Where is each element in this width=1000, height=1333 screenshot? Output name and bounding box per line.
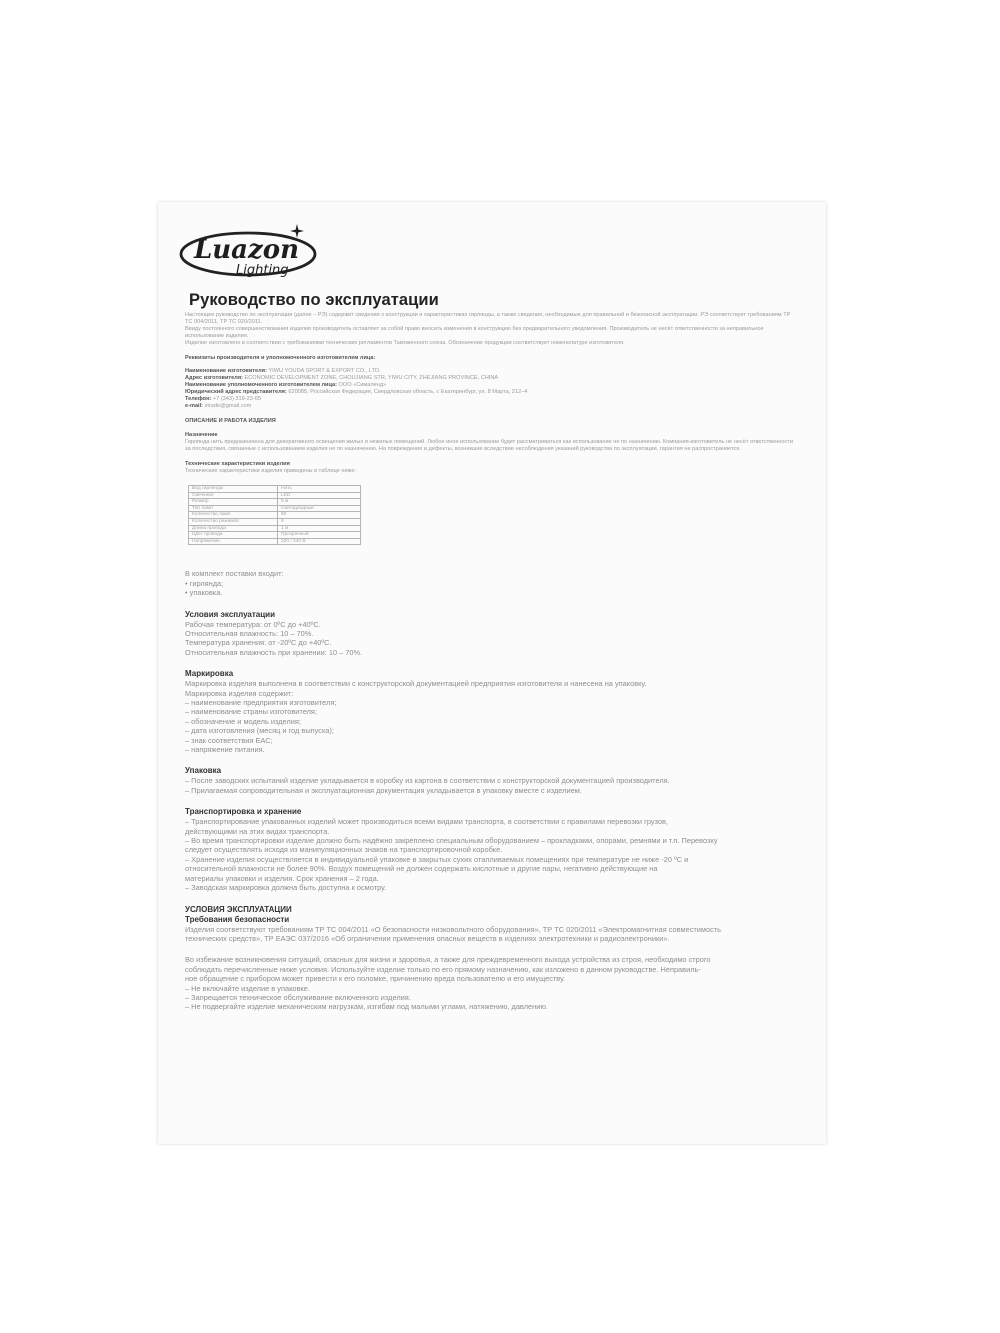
table-row [189,512,361,519]
operating-heading: Условия эксплуатации [185,609,275,619]
spec-table [188,485,361,545]
requisite-row: Телефон: +7 (343) 319-23-65 [185,396,261,402]
marking-heading: Маркировка [185,669,234,679]
operating-line: Рабочая температура: от 0ºС до +40ºС. [185,619,321,629]
table-cell: Количество ламп [189,512,278,519]
kit-intro: В комплект поставки входит: [185,569,284,579]
operating-line: Относительная влажность при хранении: 10 – 70%. [185,647,363,657]
table-cell: Вид гирлянды [189,486,278,493]
exploitation-heading: УСЛОВИЯ ЭКСПЛУАТАЦИИ [185,904,292,914]
table-row [189,492,361,499]
table-cell: 8 [278,518,361,525]
kit-item: • упаковка. [185,588,223,598]
transport-line: относительной влажности не более 90%. Воздух помещений не должен содержать кислотные и другие пары, негативно действующие на [185,864,658,874]
purpose-heading: Назначение [185,432,218,438]
table-cell: 1 м [278,525,361,532]
warning-line: – Запрещается техническое обслуживание включенного изделия. [185,992,411,1002]
page-title: Руководство по эксплуатации [189,291,439,309]
marking-line: – напряжение питания. [185,745,265,755]
table-cell: Длина провода [189,525,278,532]
operating-line: Относительная влажность: 10 – 70%. [185,628,314,638]
transport-heading: Транспортировка и хранение [185,807,302,817]
table-cell: Нить [278,486,361,493]
marking-line: – обозначение и модель изделия; [185,716,301,726]
warning-line: Во избежание возникновения ситуаций, опасных для жизни и здоровья, а также для преждевременного выхода устройства из строя, необходимо строго [185,955,711,965]
requisite-row: e-mail: strade@gmail.com [185,403,252,409]
table-cell: Напряжение [189,538,278,545]
table-cell: 50 [278,512,361,519]
document-page [158,202,826,1144]
table-row [189,486,361,493]
table-row [189,538,361,545]
requisite-row: Наименование изготовителя: YIWU YOUDA SPORT & EXPORT CO., LTD. [185,368,381,374]
transport-line: – Транспортирование упакованных изделий может производиться всеми видами транспорта, в соответствии с правилами перевозки грузов, [185,817,668,827]
packaging-line: – Прилагаемая сопроводительная и эксплуатационная документация укладывается в упаковку вместе с изделием. [185,785,582,795]
logo-sub: Lighting [236,263,289,278]
packaging-line: – После заводских испытаний изделие укладывается в коробку из картона в соответствии с конструкторской документацией производителя. [185,776,670,786]
table-cell: Прозрачный [278,532,361,539]
purpose-text: Гирлянда нить предназначена для декоративного освещения жилых и нежилых помещений. Любое иное использование будет рассматриваться как использование не по назначению. Компания-изготовитель не несёт ответственности за последствия, связанные с использованием изделия не по назначению. На повреждения и дефекты, возникшие вследствие несоблюдения указаний руководства по эксплуатации, гарантия не распространяется. [185,439,793,452]
table-row [189,532,361,539]
warning-line: соблюдать перечисленные ниже условия. Используйте изделие только по его прямому назначению, как изложено в данном руководстве. Неправиль- [185,964,701,974]
intro-paragraph: Изделие изготовлено в соответствии с требованиями технических регламентов Таможенного союза. Обозначение продукции соответствует номенклатуре изготовителя. [185,340,625,346]
tech-heading: Технические характеристики изделия [185,461,290,467]
table-row [189,525,361,532]
luazon-lighting-logo [178,220,318,282]
table-row [189,499,361,506]
warning-line: ное обращение с прибором может привести к его поломке, причинению вреда пользователю и его имуществу. [185,974,566,984]
packaging-heading: Упаковка [185,766,222,776]
tech-intro: Технические характеристики изделия приведены в таблице ниже: [185,468,357,474]
warning-line: – Не подвергайте изделие механическим нагрузкам, изгибам под малыми углами, натяжению, давлению. [185,1002,548,1012]
table-cell: LED [278,492,361,499]
table-cell: Цвет провода [189,532,278,539]
marking-line: Маркировка изделия выполнена в соответствии с конструкторской документацией предприятия изготовителя и нанесена на упаковку. [185,679,647,689]
marking-line: – наименование страны изготовителя; [185,707,317,717]
operating-line: Температура хранения: от -20ºС до +40ºС. [185,638,332,648]
marking-line: – знак соответствия EAC; [185,735,273,745]
logo-brand: Luazon [194,235,300,265]
requisite-row: Адрес изготовителя: ECONOMIC DEVELOPMENT ZONE, CHOUJIANG STR, YIWU CITY, ZHEJIANG PROVINCE, CHINA [185,375,499,381]
requisite-row: Наименование уполномоченного изготовителем лица: ООО «Сималенд» [185,382,387,388]
kit-item: • гирлянда; [185,578,224,588]
document-body [185,312,799,1012]
safety-line: Изделия соответствуют требованиям ТР ТС 004/2011 «О безопасности низковольтного оборудования», ТР ТС 020/2011 «Электромагнитная совместимость [185,924,722,934]
transport-line: – Хранение изделия осуществляется в индивидуальной упаковке в закрытых сухих отапливаемых помещениях при температуре не ниже -20 ºС и [185,854,689,864]
safety-line: технических средств», ТР ЕАЭС 037/2016 «Об ограничении применения опасных веществ в изделиях электротехники и радиоэлектроники». [185,933,670,943]
requisites-heading: Реквизиты производителя и уполномоченного изготовителем лица: [185,355,376,361]
table-cell: 5 м [278,499,361,506]
table-cell: Светодиодные [278,505,361,512]
marking-line: Маркировка изделия содержит: [185,688,294,698]
section-heading: ОПИСАНИЕ И РАБОТА ИЗДЕЛИЯ [185,418,276,424]
safety-heading: Требования безопасности [185,914,290,924]
table-cell: 220 / 240 В [278,538,361,545]
transport-line: действующими на этих видах транспорта. [185,826,330,836]
table-cell: Тип ламп [189,505,278,512]
marking-line: – дата изготовления (месяц и год выпуска); [185,726,334,736]
table-cell: Свечение [189,492,278,499]
table-cell: Количество режимов [189,518,278,525]
requisite-row: Юридический адрес представителя: 620085, Российская Федерация, Свердловская область, г. Екатеринбург, ул. 8 Марта, 212–4 [185,389,528,395]
intro-paragraph: Настоящее руководство по эксплуатации (далее – РЭ) содержит сведения о конструкции и характеристиках гирлянды, а также сведения, необходимые для правильной и безопасной эксплуатации. РЭ соответствует требованиям ТР ТС 004/2011, ТР ТС 020/2011. [185,312,791,325]
table-cell: Размер [189,499,278,506]
table-row [189,518,361,525]
transport-line: – Заводская маркировка должна быть доступна к осмотру. [185,883,387,893]
transport-line: – Во время транспортировки изделие должно быть надёжно закреплено специальным оборудованием – прокладками, опорами, ремнями и т.п. Перевозку [185,836,718,846]
warning-line: – Не включайте изделие в упаковке. [185,983,310,993]
marking-line: – наименование предприятия изготовителя; [185,698,337,707]
transport-line: следует осуществлять исходя из манипуляционных знаков на транспортировочной коробке. [185,845,503,855]
table-row [189,505,361,512]
intro-paragraph: Ввиду постоянного совершенствования изделия производитель оставляет за собой право вносить изменения в конструкцию без предварительного уведомления. Производитель не несёт ответственности за неправильное использование изделия. [185,326,764,339]
transport-line: материалы упаковки и изделия. Срок хранения – 2 года. [185,873,379,883]
